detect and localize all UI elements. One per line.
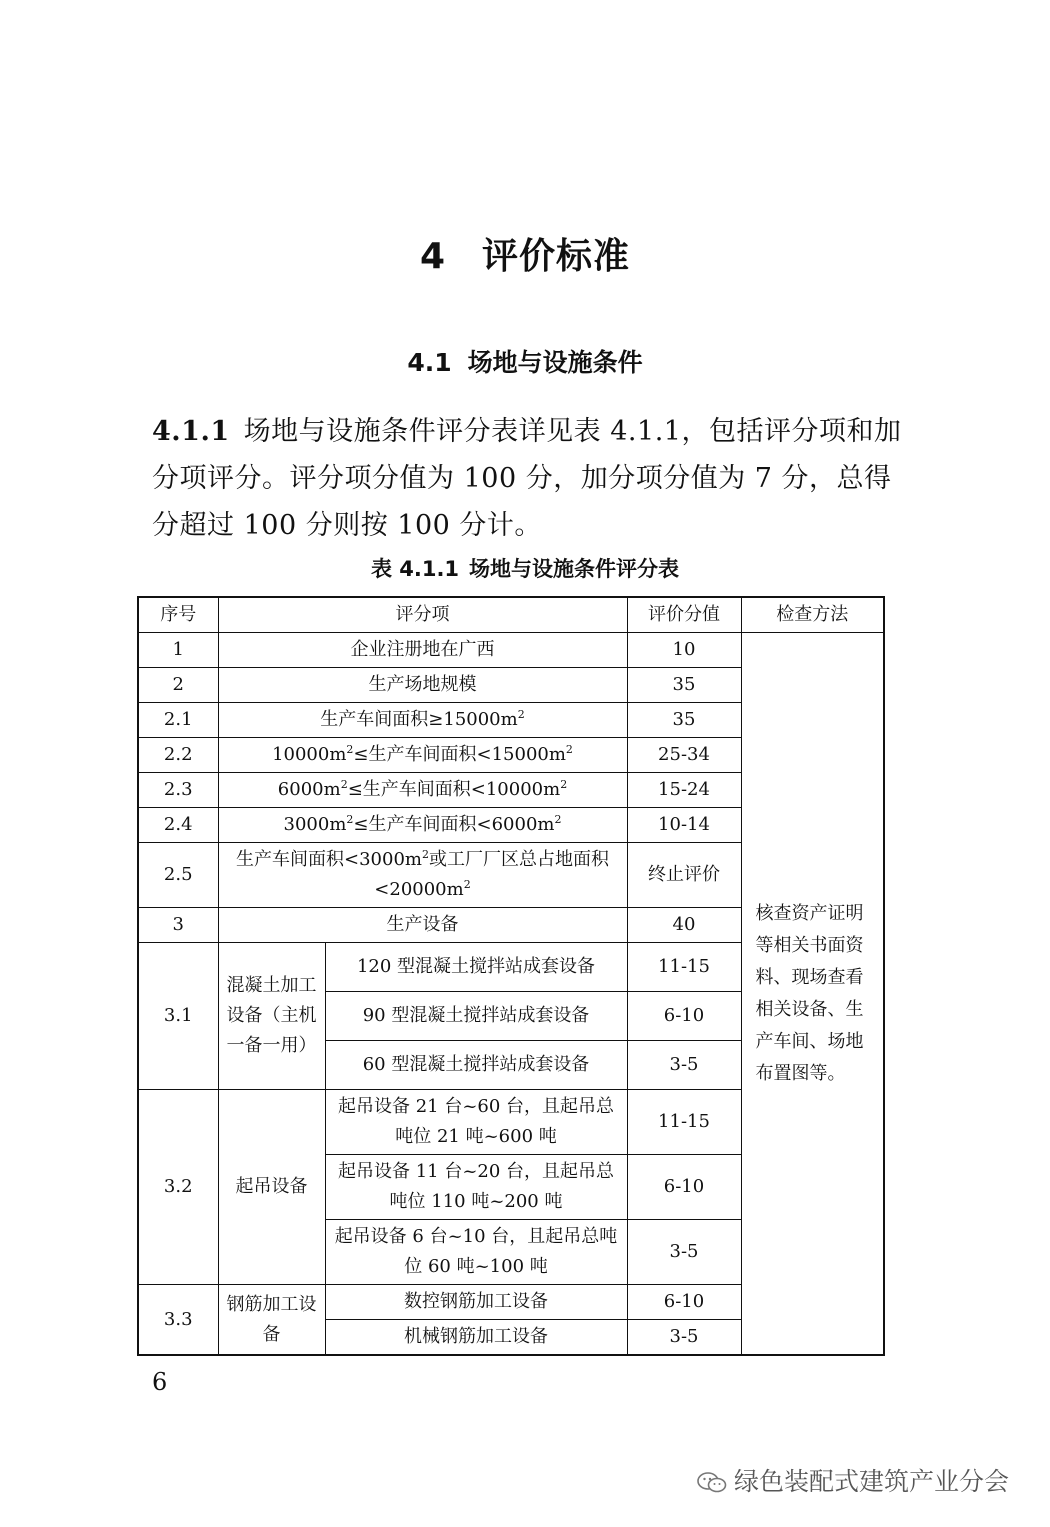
chapter-title (0, 228, 1050, 279)
row-item: 机械钢筋加工设备 (325, 1320, 627, 1356)
row-score: 10-14 (627, 808, 741, 843)
header-seq: 序号 (138, 597, 218, 633)
row-seq: 3 (138, 908, 218, 943)
section-title (0, 343, 1050, 379)
row-score: 3-5 (627, 1320, 741, 1356)
wechat-icon (696, 1470, 728, 1496)
row-item: 起吊设备 11 台~20 台，且起吊总吨位 110 吨~200 吨 (325, 1155, 627, 1220)
clause-paragraph (152, 408, 908, 549)
row-score: 10 (627, 633, 741, 668)
row-score: 6-10 (627, 1285, 741, 1320)
row-item: 企业注册地在广西 (218, 633, 627, 668)
table-caption-title: 场地与设施条件评分表 (469, 557, 680, 581)
row-score: 终止评价 (627, 843, 741, 908)
group-category: 起吊设备 (218, 1090, 325, 1285)
table-row (138, 633, 884, 668)
row-seq: 2.5 (138, 843, 218, 908)
chapter-title-text: 评价标准 (482, 236, 631, 277)
page-number: 6 (152, 1368, 168, 1396)
row-item: $10000m^2\le$生产车间面积$<15000m^2$ (218, 738, 627, 773)
row-seq: 2.3 (138, 773, 218, 808)
row-item: 数控钢筋加工设备 (325, 1285, 627, 1320)
row-item: $3000m^2\le$生产车间面积$<6000m^2$ (218, 808, 627, 843)
header-item: 评分项 (218, 597, 627, 633)
row-score: 35 (627, 668, 741, 703)
row-item: 生产车间面积$\ge 15000m^2$ (218, 703, 627, 738)
clause-number: 4.1.1 (152, 416, 230, 447)
row-item: $6000m^2\le$生产车间面积$<10000m^2$ (218, 773, 627, 808)
group-category: 钢筋加工设备 (218, 1285, 325, 1356)
table-caption (0, 553, 1050, 583)
row-score: 11-15 (627, 1090, 741, 1155)
watermark (696, 1462, 1009, 1498)
row-item: 120 型混凝土搅拌站成套设备 (325, 943, 627, 992)
row-seq: 2.2 (138, 738, 218, 773)
row-score: 15-24 (627, 773, 741, 808)
chapter-number: 4 (419, 236, 447, 277)
row-item: 90 型混凝土搅拌站成套设备 (325, 992, 627, 1041)
section-title-text: 场地与设施条件 (467, 348, 643, 377)
row-score: 6-10 (627, 992, 741, 1041)
row-item: 生产车间面积$<3000m^2$或工厂厂区总占地面积$<20000m^2$ (218, 843, 627, 908)
group-seq: 3.3 (138, 1285, 218, 1356)
clause-text: 场地与设施条件评分表详见表 4.1.1，包括评分项和加分项评分。评分项分值为 100 分，加分项分值为 7 分，总得分超过 100 分则按 100 分计。 (152, 416, 902, 541)
row-seq: 2.4 (138, 808, 218, 843)
row-seq: 1 (138, 633, 218, 668)
row-item: 生产场地规模 (218, 668, 627, 703)
row-score: 25-34 (627, 738, 741, 773)
row-score: 40 (627, 908, 741, 943)
check-method: 核查资产证明等相关书面资料、现场查看相关设备、生产车间、场地布置图等。 (741, 633, 884, 1356)
row-item: 生产设备 (218, 908, 627, 943)
table-header-row (138, 597, 884, 633)
header-score: 评价分值 (627, 597, 741, 633)
section-number: 4.1 (407, 348, 452, 377)
row-seq: 2 (138, 668, 218, 703)
row-score: 35 (627, 703, 741, 738)
group-seq: 3.1 (138, 943, 218, 1090)
watermark-text: 绿色装配式建筑产业分会 (734, 1467, 1010, 1496)
row-score: 3-5 (627, 1220, 741, 1285)
row-item: 起吊设备 6 台~10 台，且起吊总吨位 60 吨~100 吨 (325, 1220, 627, 1285)
row-score: 11-15 (627, 943, 741, 992)
table-caption-number: 表 4.1.1 (370, 557, 460, 581)
group-category: 混凝土加工设备（主机一备一用） (218, 943, 325, 1090)
row-score: 6-10 (627, 1155, 741, 1220)
group-seq: 3.2 (138, 1090, 218, 1285)
row-item: 起吊设备 21 台~60 台，且起吊总吨位 21 吨~600 吨 (325, 1090, 627, 1155)
row-score: 3-5 (627, 1041, 741, 1090)
score-table (137, 596, 885, 1356)
row-item: 60 型混凝土搅拌站成套设备 (325, 1041, 627, 1090)
row-seq: 2.1 (138, 703, 218, 738)
header-method: 检查方法 (741, 597, 884, 633)
